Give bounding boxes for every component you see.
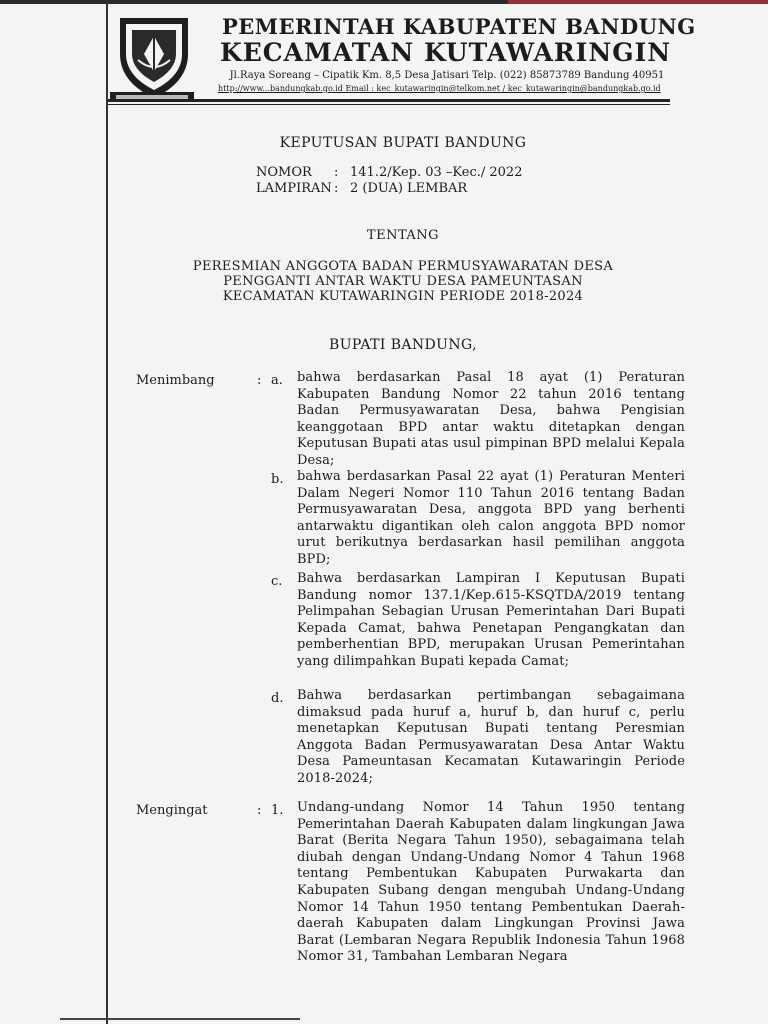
attachment-row [256,181,467,196]
decree-number-row [256,165,522,180]
clause-text: Undang-undang Nomor 14 Tahun 1950 tentang Pemerintahan Daerah Kabupaten dalam lingkungan Jawa Barat (Berita Negara Tahun 1950), sebagaimana telah diubah dengan Undang-Undang Nomor 4 Tahun 1968 tentang Pembentukan Kabupaten Purwakarta dan Kabupaten Subang dengan mengubah Undang-Undang Nomor 14 Tahun 1950 tentang Pembentukan Daerah-daerah Kabupaten dalam Lingkungan Provinsi Jawa Barat (Lembaran Negara Republik Indonesia Tahun 1968 Nomor 31, Tambahan Lembaran Negara [297,800,685,965]
kabupaten-bandung-emblem-icon [112,14,196,102]
margin-rule [106,0,108,1024]
scan-top-edge-accent [508,0,768,4]
letterhead-district: KECAMATAN KUTAWARINGIN [220,38,672,67]
clause-text: bahwa berdasarkan Pasal 22 ayat (1) Peraturan Menteri Dalam Negeri Nomor 110 Tahun 2016 tentang Badan Permusyawaratan Desa, anggota BPD yang berhenti antarwaktu digantikan oleh calon anggota BPD nomor urut berikutnya berdasarkan hasil pemilihan anggota BPD; [297,469,685,567]
clause-letter: a. [271,373,283,388]
scan-bottom-edge [60,1018,300,1020]
subject-line: PERESMIAN ANGGOTA BADAN PERMUSYAWARATAN DESA [192,259,614,274]
decree-number-value: 141.2/Kep. 03 –Kec./ 2022 [350,165,523,180]
clause-text: Bahwa berdasarkan Lampiran I Keputusan Bupati Bandung nomor 137.1/Kep.615-KSQTDA/2019 tentang Pelimpahan Sebagian Urusan Pemerintahan Dari Bupati Kepada Camat, bahwa Penetapan Pengangkatan dan pemberhentian BPD, merupakan Urusan Pemerintahan yang dilimpahkan Bupati kepada Camat; [297,571,685,669]
letterhead-address: Jl.Raya Soreang – Cipatik Km. 8,5 Desa Jatisari Telp. (022) 85873789 Bandung 40951 [229,70,665,81]
attachment-label: LAMPIRAN [256,181,332,196]
clause-letter: c. [271,574,283,589]
regent-heading: BUPATI BANDUNG, [329,337,477,353]
considering-label: Menimbang [136,373,215,388]
clause-text: Bahwa berdasarkan pertimbangan sebagaimana dimaksud pada huruf a, huruf b, dan huruf c, perlu menetapkan Keputusan Bupati tentang Peresmian Anggota Badan Permusyawaratan Desa Antar Waktu Desa Pameuntasan Kecamatan Kutawaringin Periode 2018-2024; [297,688,685,786]
decree-title: KEPUTUSAN BUPATI BANDUNG [279,135,527,151]
letterhead-rule-thin [108,104,670,105]
attachment-value: 2 (DUA) LEMBAR [350,181,468,196]
about-heading: TENTANG [366,228,440,243]
subject-line: PENGGANTI ANTAR WAKTU DESA PAMEUNTASAN [223,274,583,289]
letterhead-government: PEMERINTAH KABUPATEN BANDUNG [222,14,696,39]
decree-number-colon: : [334,165,339,180]
clause-letter: d. [271,691,284,706]
letterhead-rule [108,99,670,102]
decree-number-label: NOMOR [256,165,312,180]
attachment-colon: : [334,181,339,196]
recalling-label: Mengingat [136,803,208,818]
recalling-colon: : [257,803,262,818]
letterhead-contact: http://www...bandungkab.go.id Email : kec_kutawaringin@telkom.net / kec_kutawaringin@bandungkab.go.id [218,84,661,93]
subject-line: KECAMATAN KUTAWARINGIN PERIODE 2018-2024 [222,289,584,304]
clause-letter: b. [271,472,284,487]
clause-text: bahwa berdasarkan Pasal 18 ayat (1) Peraturan Kabupaten Bandung Nomor 22 tahun 2016 tentang Badan Permusyawaratan Desa, bahwa Pengisian keanggotaan BPD antar waktu ditetapkan dengan Keputusan Bupati atas usul pimpinan BPD melalui Kepala Desa; [297,370,685,468]
clause-number: 1. [271,803,284,818]
considering-colon: : [257,373,262,388]
